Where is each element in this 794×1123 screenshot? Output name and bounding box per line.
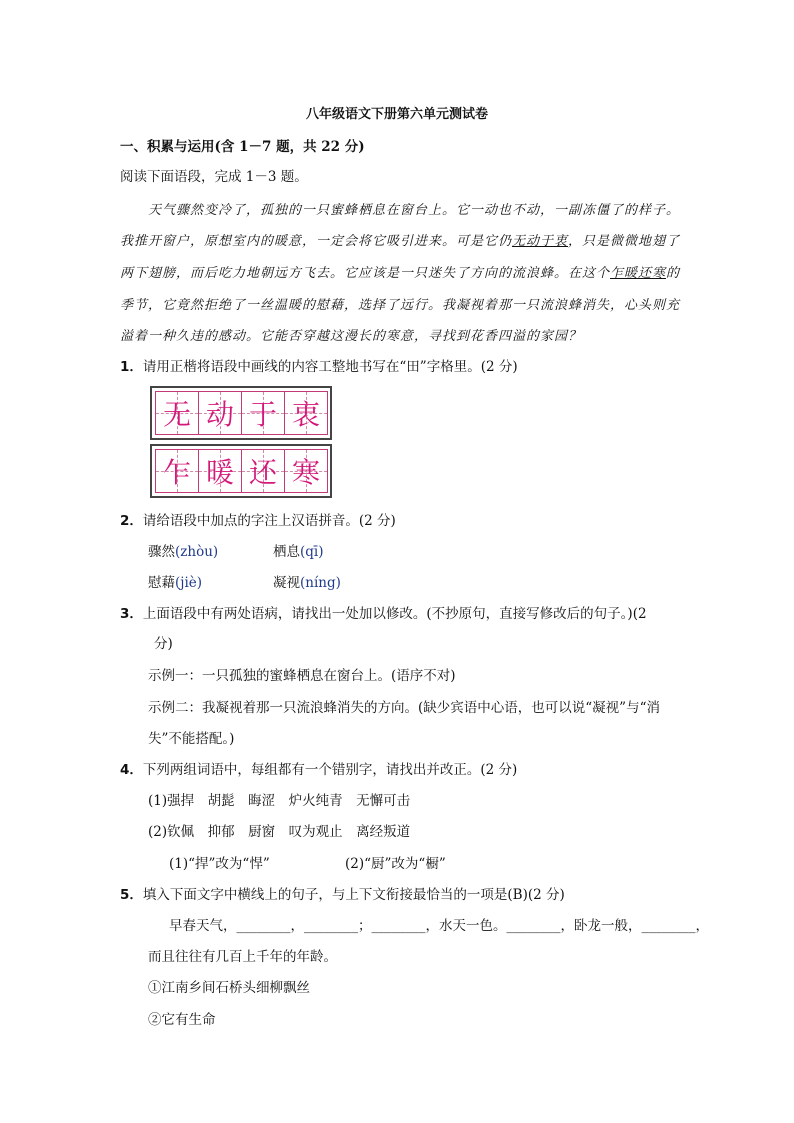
page-title: 八年级语文下册第六单元测试卷	[305, 107, 488, 122]
question-text-cont: 分)	[154, 636, 173, 652]
grid-cell: 寒	[284, 449, 328, 493]
grid-cell: 乍	[155, 449, 199, 493]
passage-text: ，只是微微地翅了	[568, 234, 681, 249]
grid-cell: 衷	[284, 391, 328, 435]
grid-cell: 无	[155, 391, 199, 435]
fill-blank-line-cont: 而且往往有几百上千年的年龄。	[148, 949, 337, 965]
question-3	[120, 602, 647, 622]
question-number: 1．	[120, 359, 143, 375]
question-number: 4．	[120, 762, 143, 778]
word-group-1: (1)强捍 胡髭 晦涩 炉火纯青 无懈可击	[148, 793, 411, 809]
pinyin-item: 慰藉(jiè)	[148, 575, 203, 591]
answer-1: (1)“捍”改为“悍”	[169, 856, 270, 872]
passage-line: 溢着一种久违的感动。它能否穿越这漫长的寒意，寻找到花香四溢的家园？	[120, 329, 583, 344]
question-number: 3．	[120, 606, 143, 622]
passage-text: 我推开窗户，原想室内的暖意，一定会将它吸引进来。可是它仍	[120, 234, 513, 249]
answer-example-2: 示例二：我凝视着那一只流浪蜂消失的方向。(缺少宾语中心语，也可以说“凝视”与“消	[148, 700, 660, 716]
reading-intro: 阅读下面语段，完成 1－3 题。	[120, 169, 308, 185]
question-text: 请用正楷将语段中画线的内容工整地书写在“田”字格里。(2 分)	[142, 359, 518, 375]
tianzige-grid-1	[150, 386, 332, 440]
answer-2: (2)“厨”改为“橱”	[345, 856, 446, 872]
question-5	[120, 883, 565, 903]
pinyin-item: 栖息(qī)	[273, 544, 324, 560]
option-1: ①江南乡间石桥头细柳飘丝	[148, 980, 310, 996]
passage-line	[120, 262, 680, 281]
pinyin-item: 凝视(níng)	[273, 575, 341, 591]
pinyin-item: 骤然(zhòu)	[148, 544, 219, 560]
question-text: 上面语段中有两处语病，请找出一处加以修改。(不抄原句，直接写修改后的句子。)(2	[142, 606, 647, 622]
passage-text: 的	[666, 266, 681, 281]
fill-blank-line: 早春天气，________，________；________，水天一色。________，卧龙一般，________，	[169, 918, 709, 934]
answer-example-1: 示例一：一只孤独的蜜蜂栖息在窗台上。(语序不对)	[148, 668, 456, 684]
question-1	[120, 355, 518, 375]
grid-cell: 动	[198, 391, 242, 435]
section-heading: 一、积累与运用(含 1－7 题，共 22 分)	[120, 139, 365, 155]
question-4	[120, 758, 517, 778]
passage-line	[120, 230, 680, 249]
option-2: ②它有生命	[148, 1012, 216, 1028]
grid-cell: 暖	[198, 449, 242, 493]
passage-text: 两下翅膀，而后吃力地朝远方飞去。它应该是一只迷失了方向的流浪蜂。在这个	[120, 266, 611, 281]
tianzige-grid-2	[150, 444, 332, 498]
question-2	[120, 509, 396, 529]
question-number: 5．	[120, 887, 143, 903]
passage-line: 季节，它竟然拒绝了一丝温暖的慰藉，选择了远行。我凝视着那一只流浪蜂消失，心头则充	[120, 298, 681, 313]
grid-cell: 于	[241, 391, 285, 435]
question-text: 请给语段中加点的字注上汉语拼音。(2 分)	[142, 513, 396, 529]
grid-cell: 还	[241, 449, 285, 493]
underlined-phrase: 乍暖还寒	[610, 266, 667, 281]
question-number: 2．	[120, 513, 143, 529]
word-group-2: (2)钦佩 抑郁 厨窗 叹为观止 离经叛道	[148, 824, 411, 840]
underlined-phrase: 无动于衷	[512, 234, 569, 249]
question-text: 下列两组词语中，每组都有一个错别字，请找出并改正。(2 分)	[142, 762, 518, 778]
answer-example-2-cont: 失”不能搭配。)	[148, 731, 235, 747]
passage-line: 天气骤然变冷了，孤独的一只蜜蜂栖息在窗台上。它一动也不动，一副冻僵了的样子。	[148, 203, 681, 218]
question-text: 填入下面文字中横线上的句子，与上下文衔接最恰当的一项是(B)(2 分)	[142, 887, 565, 903]
